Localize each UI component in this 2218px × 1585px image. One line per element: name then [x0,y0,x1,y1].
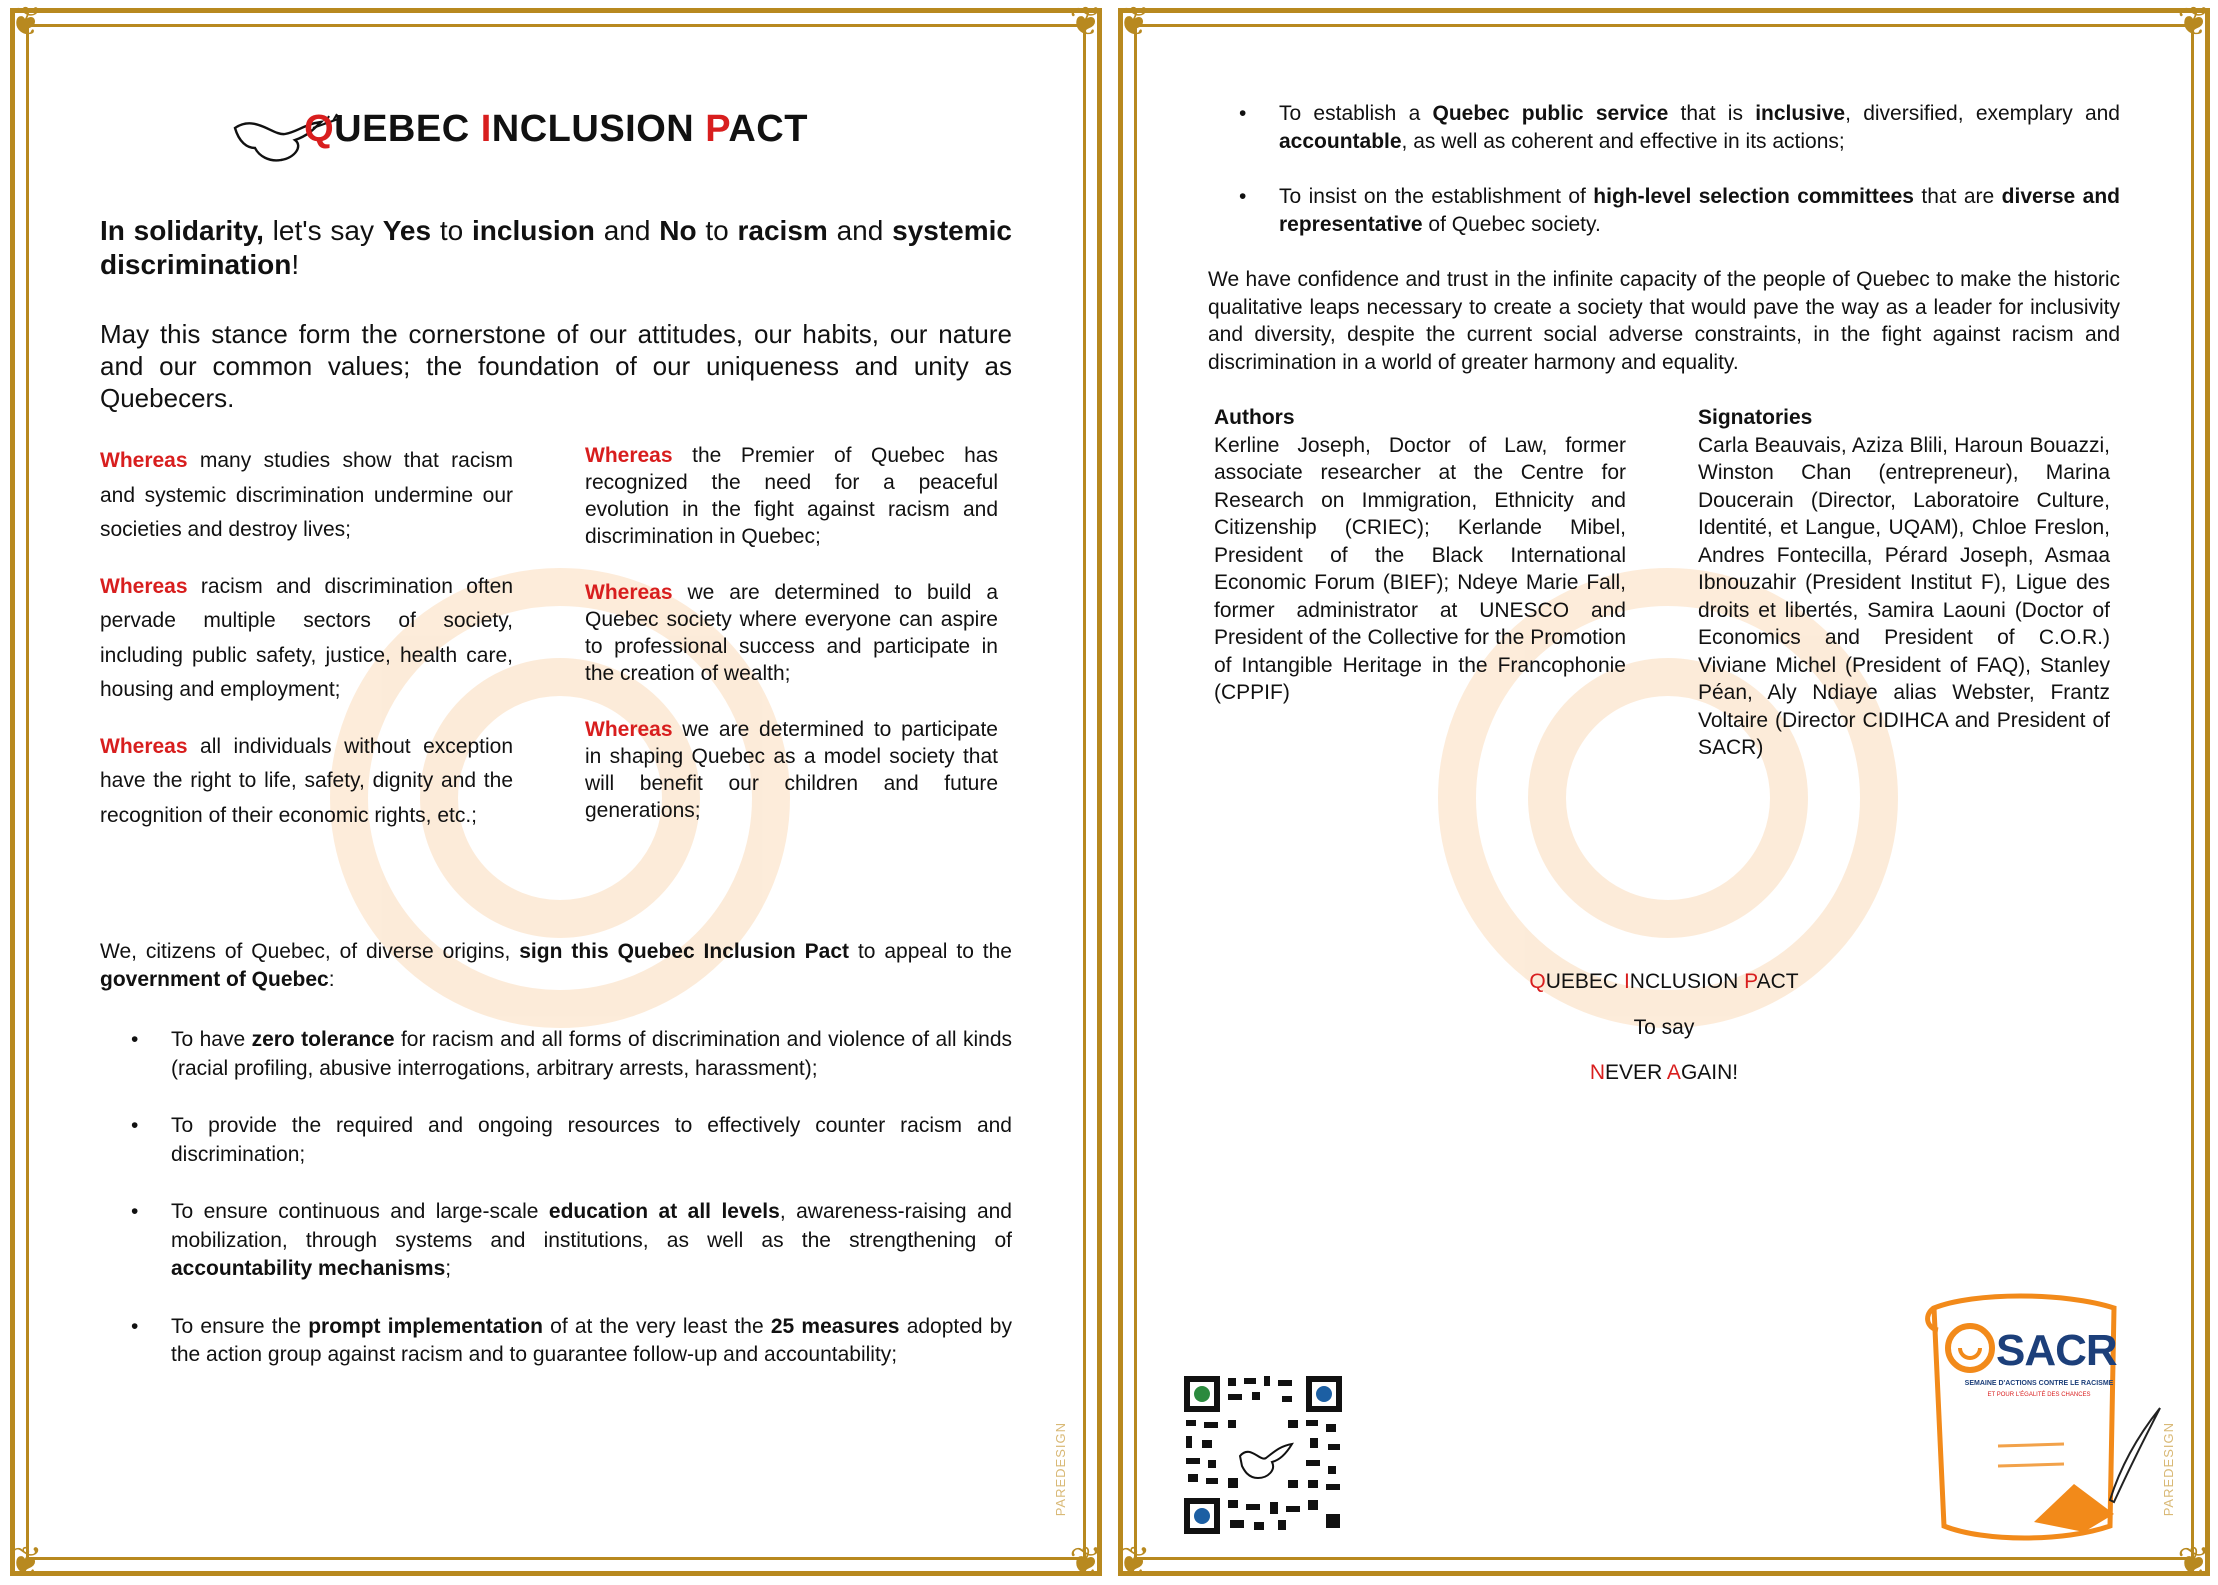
list-item-text: To provide the required and ongoing resources to effectively counter racism and discrimination; [171,1114,1012,1166]
whereas-clause [585,442,998,550]
list-item-bold: diverse and representative [1279,185,2120,236]
intro-bold: systemic discrimination [100,215,1012,280]
list-item-text: of Quebec society. [1422,212,1601,236]
whereas-text: racism and discrimination often pervade multiple sectors of society, including public safety, justice, health care, housing and employment; [100,574,513,701]
whereas-keyword: Whereas [585,444,673,467]
list-item-text: of at the very least the [542,1314,771,1338]
list-item [100,1198,1012,1284]
intro-text: ! [291,249,300,280]
title-initial: I [480,108,492,150]
list-item-text: ; [445,1257,452,1280]
list-item-text: To ensure the [171,1314,309,1338]
appeal-text: to appeal to the [849,940,1012,963]
list-item-bold: prompt implementation [308,1314,543,1338]
logo-tagline: ET POUR L'ÉGALITÉ DES CHANCES [1987,1392,2091,1398]
intro-bold: inclusion [472,215,595,246]
closing-word: GAIN! [1680,1061,1739,1084]
intro-text: and [594,215,660,246]
qr-code-icon [1182,1374,1344,1536]
list-item-bold: zero tolerance [251,1028,395,1051]
list-item-text: that are [1913,185,2002,208]
list-item-text: To have [171,1028,252,1051]
list-item [100,1313,1012,1370]
document-title [10,108,1102,151]
whereas-keyword: Whereas [100,574,188,598]
logo-subtitle: SEMAINE D'ACTIONS CONTRE LE RACISME [1964,1380,2114,1387]
corner-ornament-icon: ❦ [9,1539,43,1585]
confidence-paragraph [1208,266,2120,376]
list-item-text: adopted by the action group against racism and to guarantee follow-up and accountability; [171,1314,1012,1366]
whereas-keyword: Whereas [100,734,188,758]
list-item-bold: high-level selection committees [1593,185,1914,208]
intro-bold: Yes [382,215,432,246]
title-initial: Q [304,108,335,150]
whereas-clause [585,716,998,824]
whereas-text: many studies show that racism and systemic discrimination undermine our societies and destroy lives; [100,449,513,541]
list-item-bold: accountable [1279,129,1402,153]
closing-title [1118,970,2210,994]
intro-text: let's say [263,215,383,246]
intro-bold: No [659,215,697,246]
signatories-block [1698,404,2110,762]
list-item-text: that is [1668,102,1756,125]
list-item-text: for racism and all forms of discrimination and violence of all kinds (racial profiling, abusive interrogations, arbitrary arrests, harassment); [171,1028,1012,1080]
title-word: UEBEC [334,108,481,150]
list-item-text: To insist on the establishment of [1279,185,1594,208]
whereas-text: the Premier of Quebec has recognized the need for a peaceful evolution in the fight against racism and discrimination in Quebec; [585,444,998,548]
intro-bold: In solidarity, [100,215,264,246]
corner-ornament-icon: ❦ [9,0,43,45]
demands-list-continued [1208,100,2120,267]
authors-heading: Authors [1214,406,1295,429]
sacr-logo [1914,1288,2166,1546]
signatories-text: Carla Beauvais, Aziza Blili, Haroun Bouazzi, Winston Chan (entrepreneur), Marina Doucerain (Director, Laboratoire Culture, Identité, et Langue, UQAM), Chloe Freslon, Andres Fontecilla, Pérard Joseph, Asmaa Ibnouzahir (President Institut F), Ligue des droits et libertés, Samira Laouni (Doctor of Economics and President of C.O.R.) Viviane Michel (President of FAQ), Stanley Péan, Aly Ndiaye alias Webster, Frantz Voltaire (Director CIDIHCA and President of SACR) [1698,433,2110,759]
authors-text: Kerline Joseph, Doctor of Law, former associate researcher at the Centre for Research on Immigration, Ethnicity and Citizenship (CRIEC); Kerlande Mibel, President of the Black International Economic Forum (BIEF); Ndeye Marie Fall, former administrator at UNESCO and President of the Collective for the Promotion of Intangible Heritage in the Francophonie (CPPIF) [1214,433,1626,704]
closing-initial: Q [1529,970,1546,993]
whereas-keyword: Whereas [585,581,673,604]
designer-credit: PAREDESIGN [2161,1421,2176,1516]
corner-ornament-icon: ❦ [2177,0,2211,45]
intro-text: to [696,215,738,246]
closing-initial: P [1744,970,1757,993]
authors-block [1214,404,1626,707]
list-item-bold: Quebec public service [1432,102,1669,125]
whereas-clause [585,579,998,687]
list-item-text: , as well as coherent and effective in its actions; [1401,129,1845,153]
whereas-clause [100,570,513,708]
title-word: ACT [728,108,808,150]
whereas-clause [100,444,513,548]
logo-text: SACR [1996,1326,2117,1375]
appeal-text: : [328,967,335,991]
list-item-bold: education at all levels [548,1200,780,1223]
corner-ornament-icon: ❦ [1117,0,1151,45]
closing-initial: A [1666,1061,1681,1084]
list-item-bold: accountability mechanisms [171,1257,446,1280]
whereas-column-left [100,444,513,855]
whereas-text: we are determined to participate in shaping Quebec as a model society that will benefit our children and future generations; [585,718,998,822]
list-item-text: , diversified, exemplary and [1845,102,2120,125]
whereas-column-right [585,442,998,846]
list-item-bold: 25 measures [770,1314,900,1338]
stance-paragraph [100,318,1012,414]
closing-initial: N [1589,1061,1606,1084]
title-word: NCLUSION [491,108,706,150]
intro-paragraph [100,214,1012,282]
appeal-paragraph [100,938,1012,993]
stance-text: May this stance form the cornerstone of our attitudes, our habits, our nature and our common values; the foundation of our uniqueness and unity as Quebecers. [100,319,1012,413]
left-page [9,0,1103,1585]
intro-text: and [827,215,893,246]
closing-never-again [1118,1061,2210,1085]
confidence-text: We have confidence and trust in the infinite capacity of the people of Quebec to make the historic qualitative leaps necessary to create a society that would pave the way as a leader for inclusivity and diversity, despite the current social adverse constraints, in the fight against racism and discrimination in a world of greater harmony and equality. [1208,268,2120,374]
whereas-text: we are determined to build a Quebec society where everyone can aspire to professional success and participate in the creation of wealth; [585,581,998,685]
appeal-text: We, citizens of Quebec, of diverse origins, [100,940,520,963]
corner-ornament-icon: ❦ [1069,0,1103,45]
list-item [100,1026,1012,1083]
whereas-text: all individuals without exception have the right to life, safety, dignity and the recognition of their economic rights, etc.; [100,734,513,827]
whereas-keyword: Whereas [585,718,673,741]
whereas-keyword: Whereas [100,449,188,472]
closing-word: EVER [1605,1061,1667,1084]
list-item-bold: inclusive [1755,102,1846,125]
intro-text: to [431,215,472,246]
intro-bold: racism [737,215,828,246]
closing-to-say: To say [1633,1016,1695,1039]
page-title [304,108,808,151]
list-item [1208,183,2120,238]
corner-ornament-icon: ❦ [2177,1539,2211,1585]
title-initial: P [705,108,729,150]
list-item [1208,100,2120,155]
list-item-text: To ensure continuous and large-scale [171,1200,549,1223]
list-item-text: , awareness-raising and mobilization, through systems and institutions, as well as the strengthening of [171,1200,1012,1252]
closing-word: NCLUSION [1629,970,1745,993]
appeal-bold: government of Quebec [100,967,329,991]
right-page [1117,0,2211,1585]
corner-ornament-icon: ❦ [1117,1539,1151,1585]
designer-credit: PAREDESIGN [1053,1421,1068,1516]
whereas-clause [100,730,513,834]
closing-word: ACT [1756,970,1799,993]
list-item [100,1112,1012,1169]
signatories-heading: Signatories [1698,406,1813,429]
closing-word: UEBEC [1545,970,1624,993]
closing-initial: I [1623,970,1630,993]
demands-list [100,1026,1012,1399]
list-item-text: To establish a [1279,102,1433,125]
corner-ornament-icon: ❦ [1069,1539,1103,1585]
appeal-bold: sign this Quebec Inclusion Pact [519,940,850,963]
